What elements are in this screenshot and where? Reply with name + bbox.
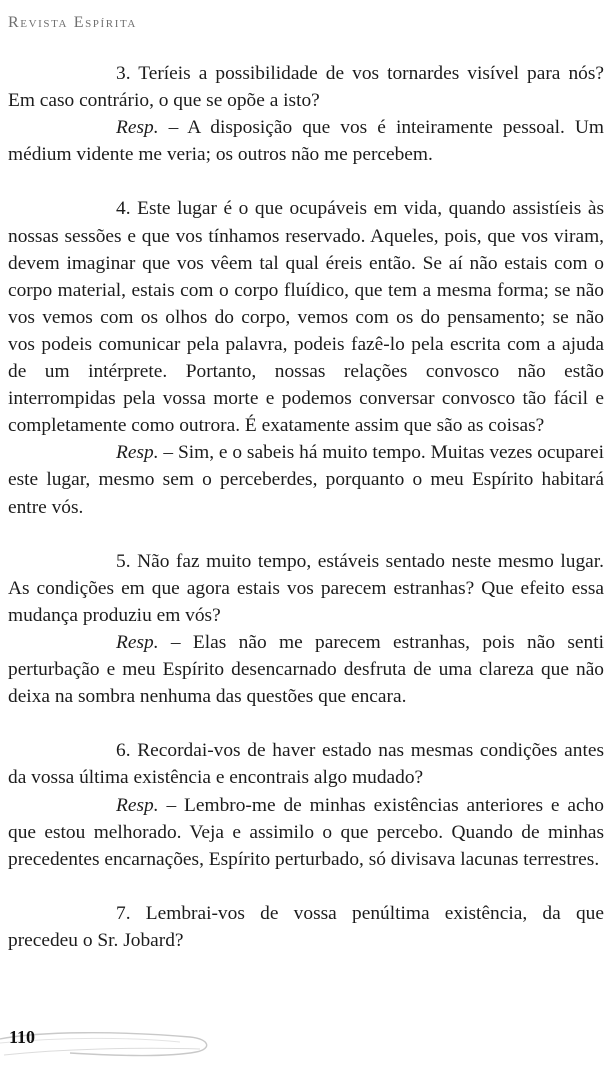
answer-text: – Elas não me parecem estranhas, pois não senti perturbação e meu Espírito desencarnado desfruta de uma clareza que não deixa na sombra nenhuma das questões que encara. [8, 631, 604, 708]
answer-4 [8, 439, 604, 520]
answer-5 [8, 629, 604, 710]
page-footer [0, 1025, 611, 1065]
resp-label: Resp. [116, 117, 159, 139]
question-5: 5. Não faz muito tempo, estáveis sentado neste mesmo lugar. As condições em que agora estais vos parecem estranhas? Que efeito essa mudança produziu em vós? [8, 550, 604, 626]
resp-label: Resp. [116, 442, 159, 464]
answer-text: – Sim, e o sabeis há muito tempo. Muitas vezes ocuparei este lugar, mesmo sem o perceberdes, porquanto o meu Espírito habitará entre vós. [8, 442, 604, 518]
question-3: 3. Teríeis a possibilidade de vos tornardes visível para nós? Em caso contrário, o que se opõe a isto? [8, 63, 604, 112]
resp-label: Resp. [116, 631, 159, 653]
answer-6 [8, 792, 604, 873]
answer-3 [8, 114, 604, 168]
question-7: 7. Lembrai-vos de vossa penúltima existência, da que precedeu o Sr. Jobard? [8, 902, 604, 951]
running-header: Revista Espírita [8, 14, 137, 31]
resp-label: Resp. [116, 794, 159, 816]
question-4: 4. Este lugar é o que ocupáveis em vida, quando assistíeis às nossas sessões e que vos tínhamos reservado. Aqueles, pois, que vos viram, devem imaginar que vos vêem tal qual éreis então. Se aí não estais com o corpo material, estais com o corpo fluídico, que tem a mesma forma; se não vos vemos com os olhos do corpo, vemos com os do pensamento; se não vos podeis comunicar pela palavra, podeis fazê-lo pela escrita com a ajuda de um intérprete. Portanto, nossas relações convosco não estão interrompidas pela vossa morte e podemos conversar convosco tão fácil e completamente como outrora. É exatamente assim que são as coisas? [8, 198, 604, 437]
body-text [8, 60, 604, 954]
answer-text: – A disposição que vos é inteiramente pessoal. Um médium vidente me veria; os outros não me percebem. [8, 117, 604, 166]
question-6: 6. Recordai-vos de haver estado nas mesmas condições antes da vossa última existência e encontrais algo mudado? [8, 740, 604, 789]
page-number: 110 [9, 1027, 36, 1047]
decorative-swoosh-icon [0, 1025, 260, 1065]
answer-text: – Lembro-me de minhas existências anteriores e acho que estou melhorado. Veja e assimilo o que percebo. Quando de minhas precedentes encarnações, Espírito perturbado, só divisava lacunas terrestres. [8, 794, 604, 870]
